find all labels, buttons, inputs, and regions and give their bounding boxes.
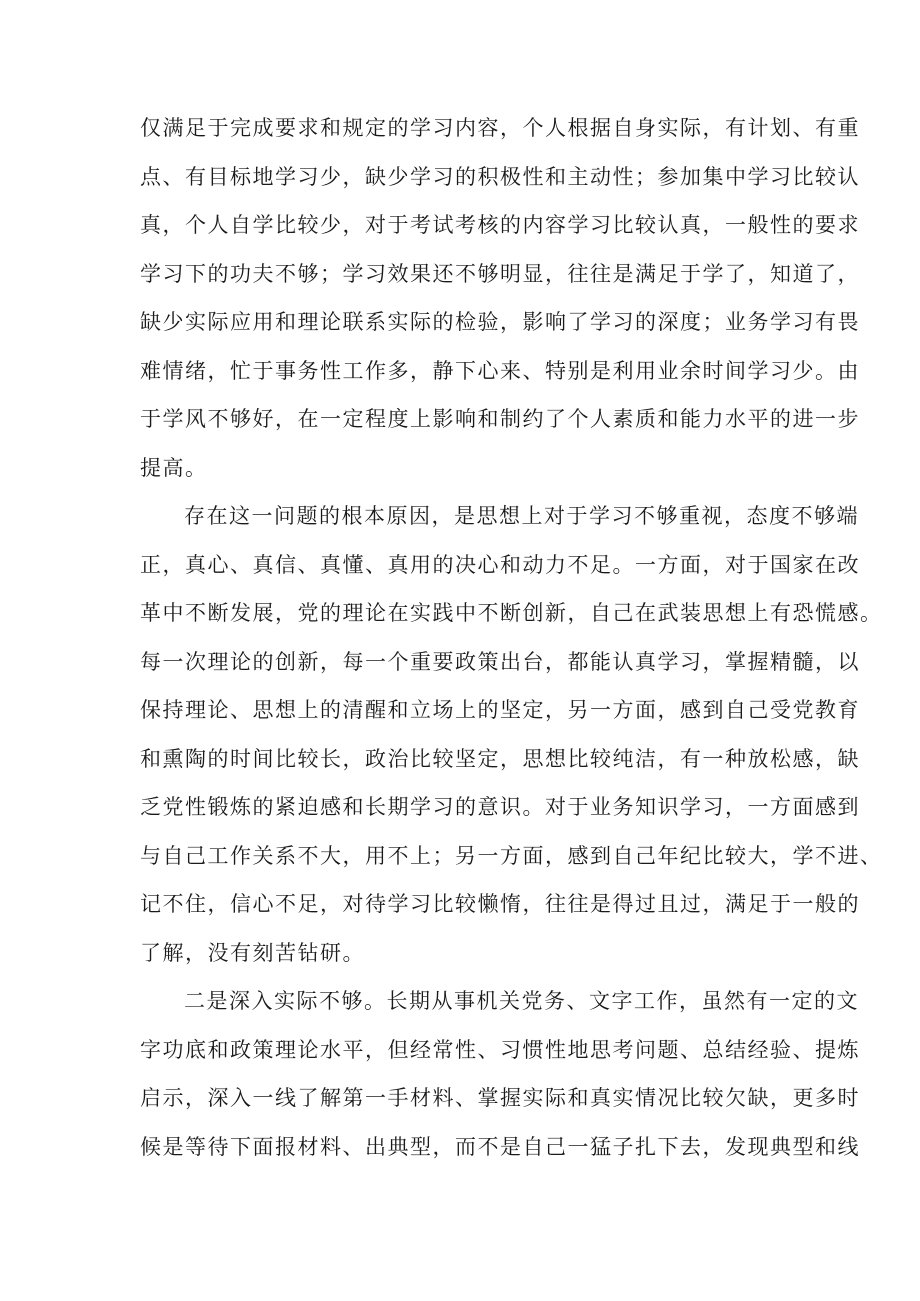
text-line: 字功底和政策理论水平，但经常性、习惯性地思考问题、总结经验、提炼 [140, 1037, 860, 1062]
text-line: 真，个人自学比较少，对于考试考核的内容学习比较认真，一般性的要求 [140, 213, 860, 237]
text-line: 和熏陶的时间比较长，政治比较坚定，思想比较纯洁，有一种放松感，缺 [140, 746, 860, 771]
text-line: 正，真心、真信、真懂、真用的决心和动力不足。一方面，对于国家在改 [140, 552, 860, 577]
text-line: 保持理论、思想上的清醒和立场上的坚定，另一方面，感到自己受党教育 [140, 698, 860, 722]
text-line: 乏党性锻炼的紧迫感和长期学习的意识。对于业务知识学习，一方面感到 [140, 795, 860, 819]
text-line: 启示，深入一线了解第一手材料、掌握实际和真实情况比较欠缺，更多时 [140, 1086, 860, 1110]
text-line: 了解，没有刻苦钻研。 [140, 940, 365, 965]
text-line: 仅满足于完成要求和规定的学习内容，个人根据自身实际，有计划、有重 [140, 116, 860, 140]
text-line: 难情绪，忙于事务性工作多，静下心来、特别是利用业余时间学习少。由 [140, 358, 860, 383]
document-body [140, 104, 883, 1171]
paragraph-2 [140, 492, 883, 977]
text-line: 二是深入实际不够。长期从事机关党务、文字工作，虽然有一定的文 [184, 989, 859, 1013]
text-line: 缺少实际应用和理论联系实际的检验，影响了学习的深度；业务学习有畏 [140, 310, 860, 334]
text-line: 记不住，信心不足，对待学习比较懒惰，往往是得过且过，满足于一般的 [140, 892, 860, 916]
text-line: 革中不断发展，党的理论在实践中不断创新，自己在武装思想上有恐慌感。 [140, 601, 883, 625]
text-line: 候是等待下面报材料、出典型，而不是自己一猛子扎下去，发现典型和线 [140, 1134, 860, 1159]
text-line: 提高。 [140, 455, 208, 480]
text-line: 学习下的功夫不够；学习效果还不够明显，往往是满足于学了，知道了， [140, 261, 860, 286]
text-line: 存在这一问题的根本原因，是思想上对于学习不够重视，态度不够端 [184, 504, 859, 528]
paragraph-1 [140, 104, 860, 492]
text-line: 每一次理论的创新，每一个重要政策出台，都能认真学习，掌握精髓，以 [140, 649, 860, 674]
text-line: 于学风不够好，在一定程度上影响和制约了个人素质和能力水平的进一步 [140, 407, 860, 431]
text-line: 与自己工作关系不大，用不上；另一方面，感到自己年纪比较大，学不进、 [140, 843, 883, 868]
text-line: 点、有目标地学习少，缺少学习的积极性和主动性；参加集中学习比较认 [140, 164, 860, 189]
paragraph-3 [140, 977, 860, 1171]
